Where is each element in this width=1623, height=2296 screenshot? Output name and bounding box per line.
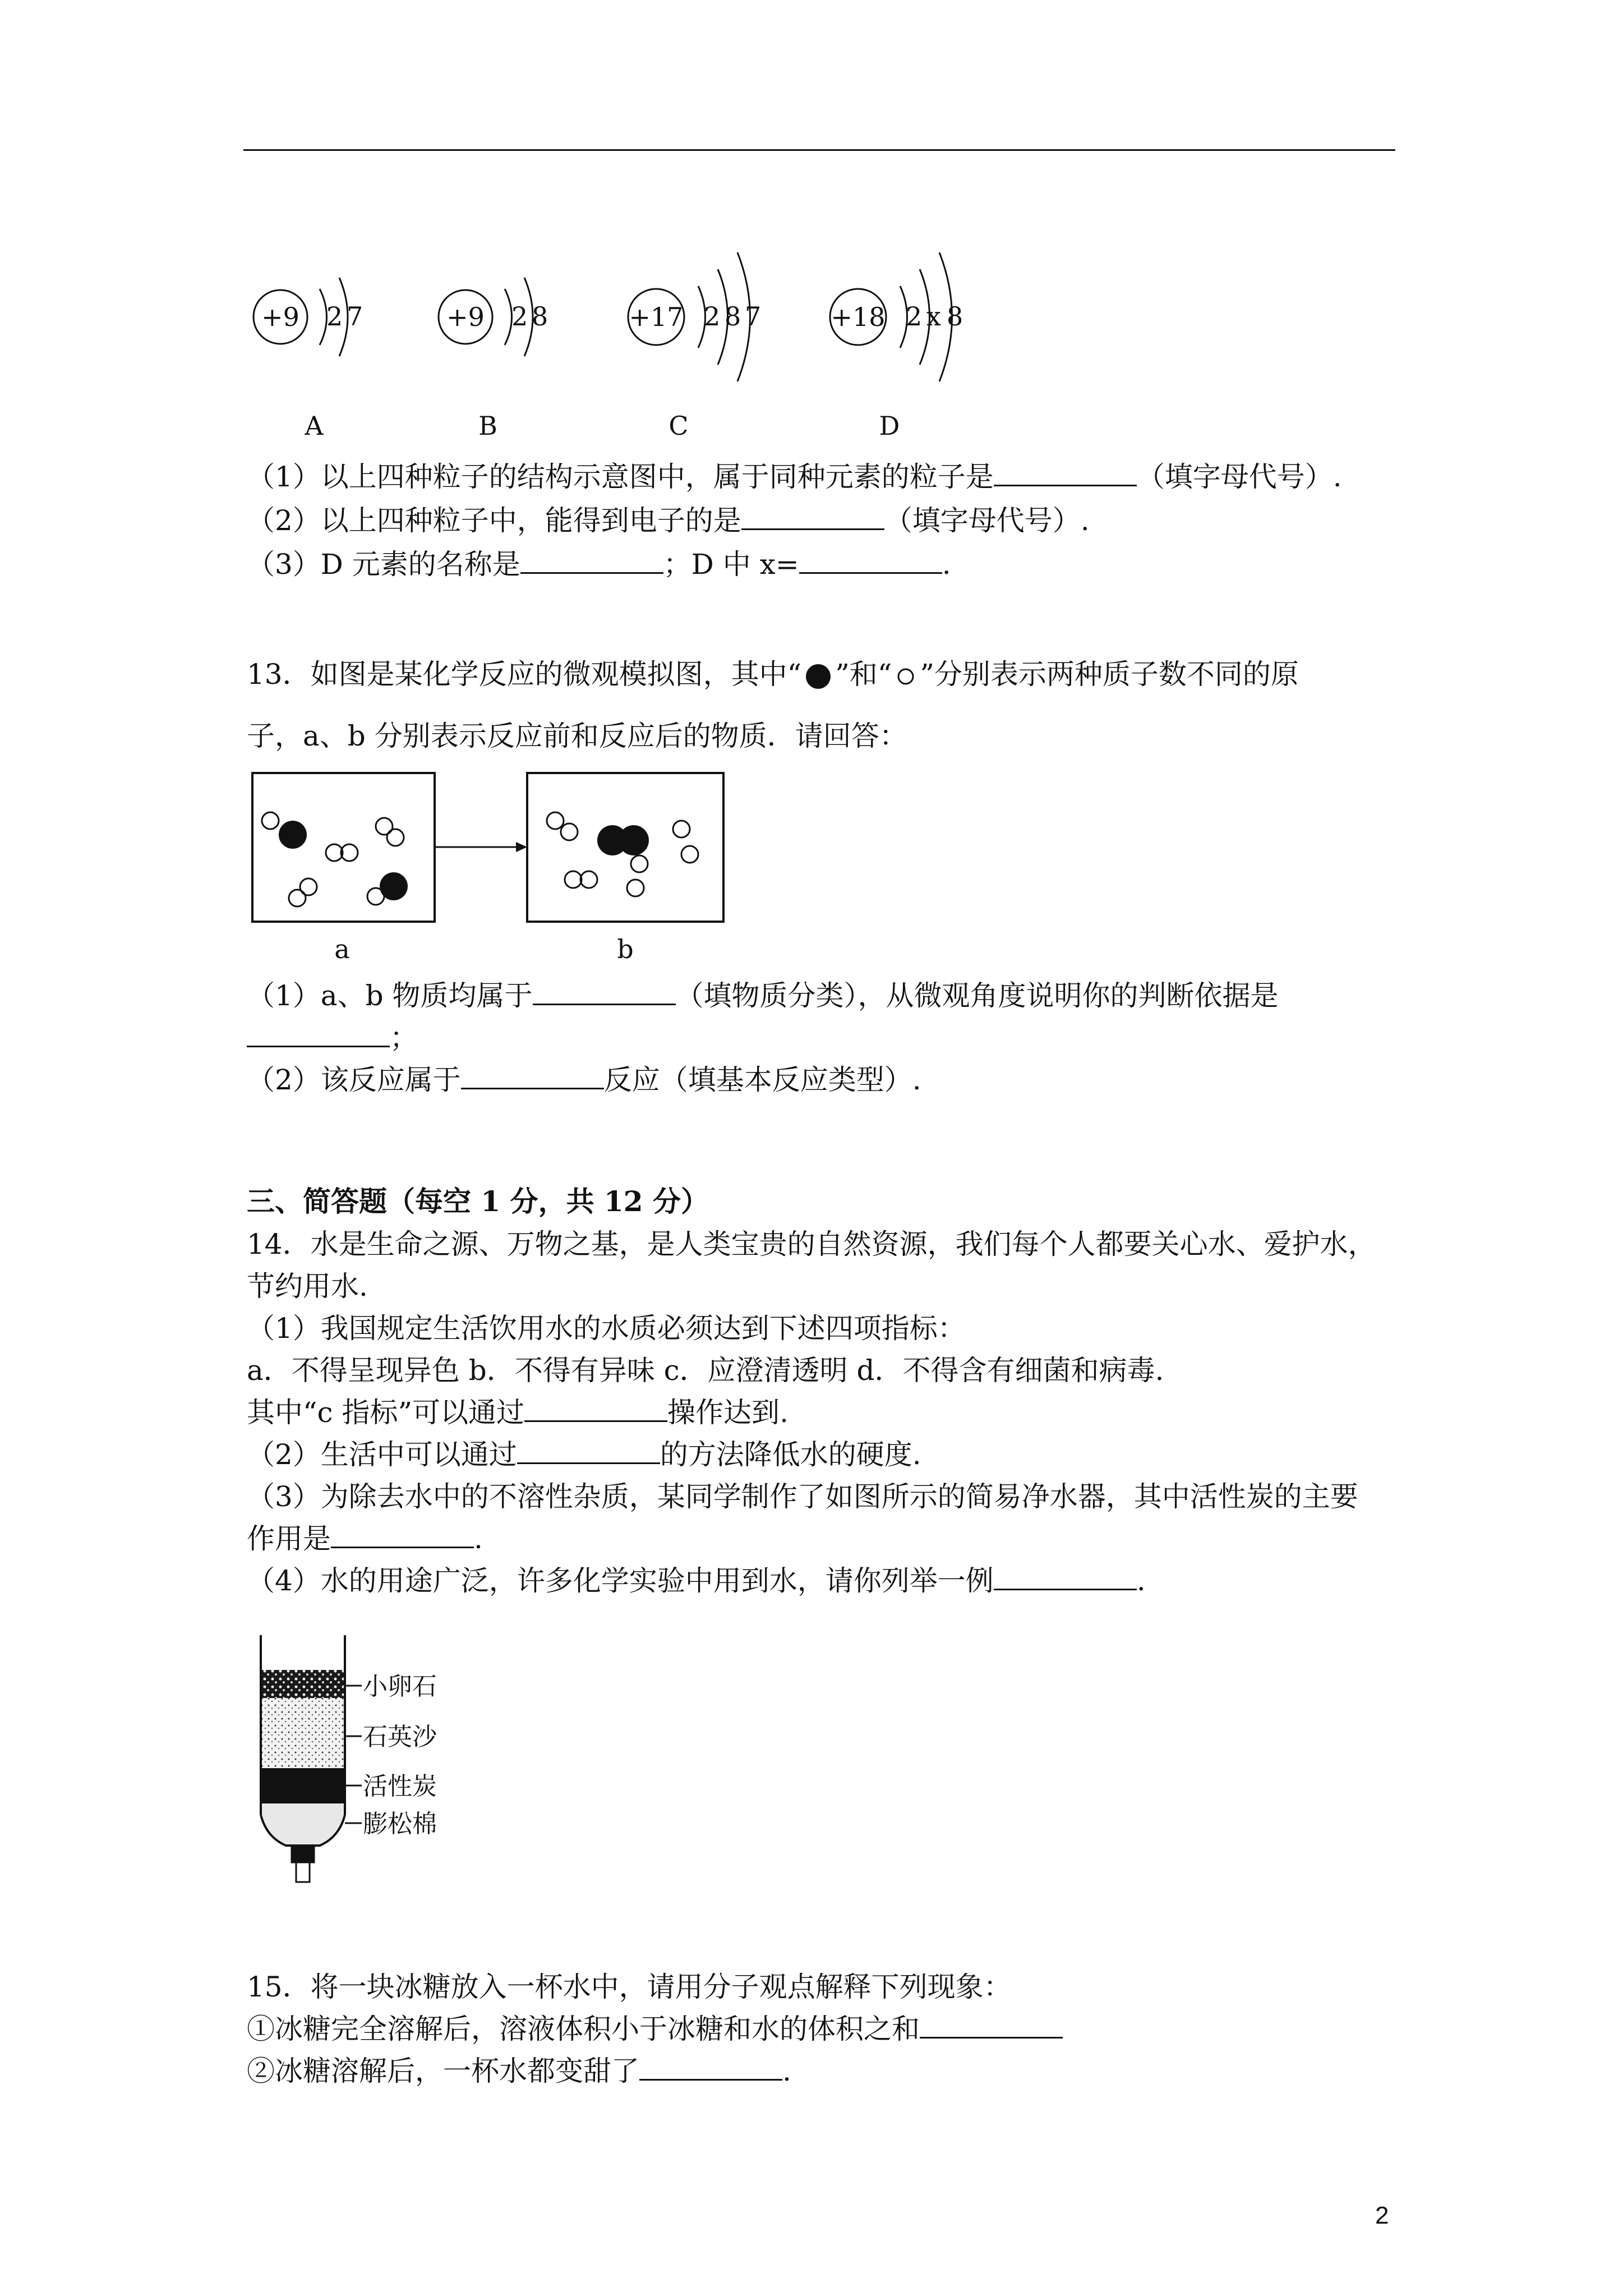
answer-blank[interactable]	[799, 547, 942, 574]
nucleus-b-label: +9	[446, 302, 485, 332]
q14-part4-text: （4）水的用途广泛，许多化学实验中用到水，请你列举一例	[247, 1565, 994, 1597]
answer-blank[interactable]	[331, 1522, 474, 1548]
shell-b-2: 8	[532, 301, 548, 332]
atom-structure-diagrams	[241, 213, 993, 449]
arrow-head	[516, 842, 527, 852]
q12-part2-text: （2）以上四种粒子中，能得到电子的是	[247, 504, 741, 537]
water-filter-figure	[247, 1630, 499, 1899]
q14-part3-line1: （3）为除去水中的不溶性杂质，某同学制作了如图所示的简易净水器，其中活性炭的主要	[247, 1480, 1358, 1513]
q14-stem-line1: 14．水是生命之源、万物之基，是人类宝贵的自然资源，我们每个人都要关心水、爱护水，	[247, 1228, 1376, 1260]
carbon-layer	[262, 1768, 344, 1803]
shell-d-2: x	[926, 301, 941, 332]
q14-part4	[247, 1564, 1146, 1598]
q15-part1-text: ①冰糖完全溶解后，溶液体积小于冰糖和水的体积之和	[247, 2013, 920, 2045]
q12-part2	[247, 504, 1090, 537]
q13-part1-end: ；	[390, 1022, 418, 1054]
shell-c-3: 7	[745, 301, 762, 332]
atom-label-b: B	[478, 411, 497, 441]
answer-blank[interactable]	[994, 460, 1137, 486]
hollow-atom-icon	[892, 662, 920, 691]
sand-layer	[262, 1698, 344, 1768]
q14-part2-end: 的方法降低水的硬度.	[660, 1438, 921, 1471]
box-a-label: a	[334, 934, 350, 964]
q13-part1-hint: （填物质分类），从微观角度说明你的判断依据是	[675, 979, 1279, 1012]
q12-part1-text: （1）以上四种粒子的结构示意图中，属于同种元素的粒子是	[247, 461, 994, 493]
answer-blank[interactable]	[520, 547, 663, 574]
atom-label-c: C	[668, 411, 689, 441]
q13-stem-text: 13．如图是某化学反应的微观模拟图，其中“	[247, 658, 802, 691]
filter-label-carbon: 活性炭	[363, 1772, 437, 1801]
q12-part1	[247, 460, 1342, 494]
q15-stem: 15．将一块冰糖放入一杯水中，请用分子观点解释下列现象：	[247, 1971, 1012, 2003]
filter-label-sand: 石英沙	[363, 1723, 437, 1751]
section-title: 三、简答题（每空 1 分，共 12 分）	[247, 1185, 709, 1218]
header-rule	[243, 149, 1395, 151]
atom-label-a: A	[305, 411, 324, 441]
q13-part1-cont	[247, 1021, 418, 1055]
q14-stem-line2: 节约用水.	[247, 1270, 368, 1303]
answer-blank[interactable]	[517, 1438, 660, 1464]
q15-part2-end: .	[782, 2055, 791, 2087]
page-number: 2	[1375, 2202, 1389, 2229]
nucleus-a-label: +9	[261, 302, 299, 332]
q14-part3-line2	[247, 1522, 483, 1556]
shell-c-1: 2	[704, 301, 721, 332]
reaction-diagram	[247, 767, 751, 969]
q13-stem-text-mid: ”和“	[835, 658, 892, 691]
q12-part3-text-b: ；D 中 x=	[663, 548, 799, 581]
q12-part3-text: （3）D 元素的名称是	[247, 548, 520, 581]
answer-blank[interactable]	[247, 1021, 390, 1047]
q14-part4-end: .	[1136, 1565, 1146, 1597]
filter-label-pebbles: 小卵石	[363, 1672, 437, 1701]
q13-part2-hint: 反应（填基本反应类型）.	[603, 1064, 921, 1096]
q13-part2	[247, 1063, 921, 1097]
q14-part3-end: .	[474, 1522, 483, 1555]
filled-atom-icon	[801, 662, 835, 691]
q13-part1	[247, 979, 1279, 1013]
q14-part1-question	[247, 1396, 789, 1429]
q12-part3	[247, 547, 951, 581]
answer-blank[interactable]	[639, 2054, 782, 2081]
q13-part2-text: （2）该反应属于	[247, 1064, 461, 1096]
box-b-label: b	[617, 934, 634, 964]
answer-blank[interactable]	[524, 1396, 667, 1422]
q12-part1-hint: （填字母代号）.	[1136, 461, 1342, 493]
q14-part1: （1）我国规定生活饮用水的水质必须达到下述四项指标：	[247, 1312, 966, 1345]
shell-b-1: 2	[511, 301, 528, 332]
q15-part2-text: ②冰糖溶解后，一杯水都变甜了	[247, 2055, 639, 2087]
answer-blank[interactable]	[533, 979, 676, 1005]
shell-d-3: 8	[947, 301, 963, 332]
q14-part2	[247, 1438, 921, 1471]
shell-a-1: 2	[326, 301, 343, 332]
outlet-nozzle	[292, 1846, 314, 1862]
q14-part1-items: a．不得呈现异色 b．不得有异味 c．应澄清透明 d．不得含有细菌和病毒.	[247, 1354, 1164, 1387]
q14-part1-question-end: 操作达到.	[667, 1396, 789, 1429]
shell-c-2: 8	[725, 301, 741, 332]
q12-part3-end: .	[942, 548, 951, 581]
q12-part2-hint: （填字母代号）.	[884, 504, 1090, 537]
filter-label-cotton: 膨松棉	[363, 1810, 437, 1838]
answer-blank[interactable]	[994, 1564, 1137, 1590]
nucleus-d-label: +18	[831, 302, 886, 332]
q13-part1-text: （1）a、b 物质均属于	[247, 979, 533, 1012]
answer-blank[interactable]	[741, 504, 884, 530]
answer-blank[interactable]	[461, 1063, 604, 1089]
pebble-layer	[262, 1670, 344, 1698]
q13-stem-line2: 子，a、b 分别表示反应前和反应后的物质．请回答：	[247, 720, 907, 752]
shell-d-1: 2	[906, 301, 923, 332]
q14-part3-text: 作用是	[247, 1522, 331, 1555]
q13-stem-text-end: ”分别表示两种质子数不同的原	[920, 658, 1299, 691]
atom-label-d: D	[879, 411, 900, 441]
shell-a-2: 7	[347, 301, 363, 332]
nucleus-c-label: +17	[629, 302, 684, 332]
q15-part1	[247, 2012, 1063, 2046]
q15-part2	[247, 2054, 791, 2088]
q13-stem-line1	[247, 657, 1299, 691]
answer-blank[interactable]	[920, 2012, 1063, 2039]
q14-part1-question-text: 其中“c 指标”可以通过	[247, 1396, 525, 1429]
q14-part2-text: （2）生活中可以通过	[247, 1438, 517, 1471]
